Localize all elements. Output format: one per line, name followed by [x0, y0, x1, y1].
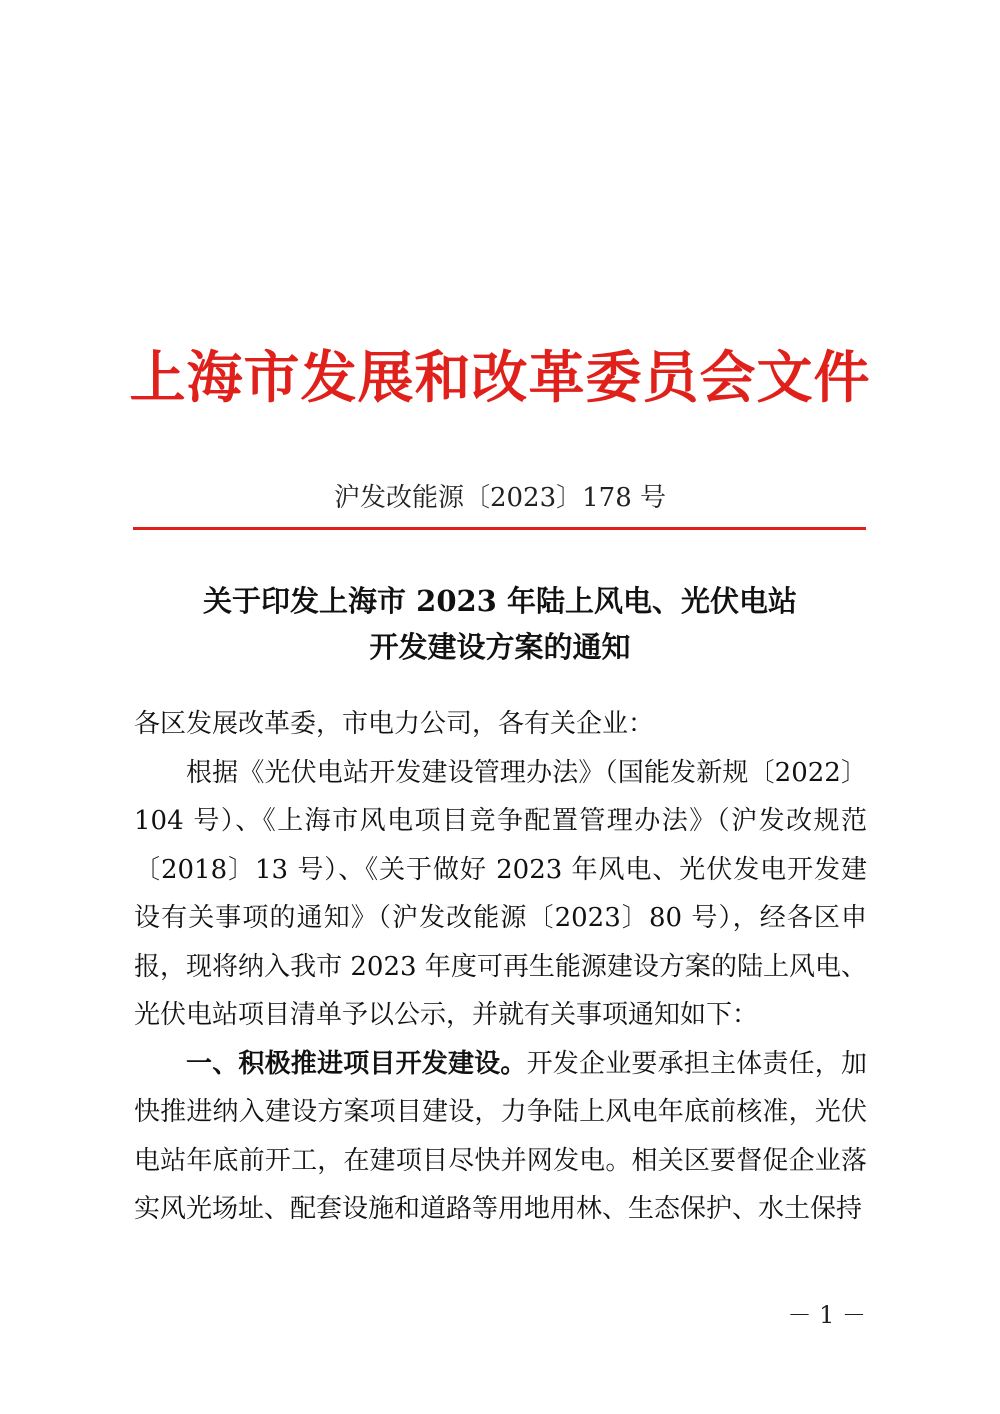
document-body	[134, 700, 867, 1234]
section-1-paragraph	[134, 1040, 867, 1234]
section-1-text: 开发企业要承担主体责任，加快推进纳入建设方案项目建设，力争陆上风电年底前核准，光伏电站年底前开工，在建项目尽快并网发电。相关区要督促企业落实风光场址、配套设施和道路等用地用林、生态保护、水土保持	[134, 1048, 867, 1224]
section-1-heading: 一、积极推进项目开发建设。	[186, 1048, 527, 1079]
document-number: 沪发改能源〔2023〕178 号	[333, 483, 667, 513]
document-title-line-2: 开发建设方案的通知	[369, 630, 631, 664]
document-title-line-1: 关于印发上海市 2023 年陆上风电、光伏电站	[203, 584, 797, 618]
document-title	[0, 578, 1000, 670]
document-issuer-header: 上海市发展和改革委员会文件	[129, 345, 871, 411]
salutation: 各区发展改革委，市电力公司，各有关企业：	[134, 709, 655, 739]
red-divider-line	[133, 527, 866, 530]
paragraph-intro: 根据《光伏电站开发建设管理办法》（国能发新规〔2022〕104 号）、《上海市风电项目竞争配置管理办法》（沪发改规范〔2018〕13 号）、《关于做好 2023 年风电、光伏发电开发建设有关事项的通知》（沪发改能源〔2023〕80 号），经各区申报，现将纳入我市 2023 年度可再生能源建设方案的陆上风电、光伏电站项目清单予以公示，并就有关事项通知如下：	[134, 757, 867, 1030]
page-number: － 1 －	[787, 1301, 866, 1329]
